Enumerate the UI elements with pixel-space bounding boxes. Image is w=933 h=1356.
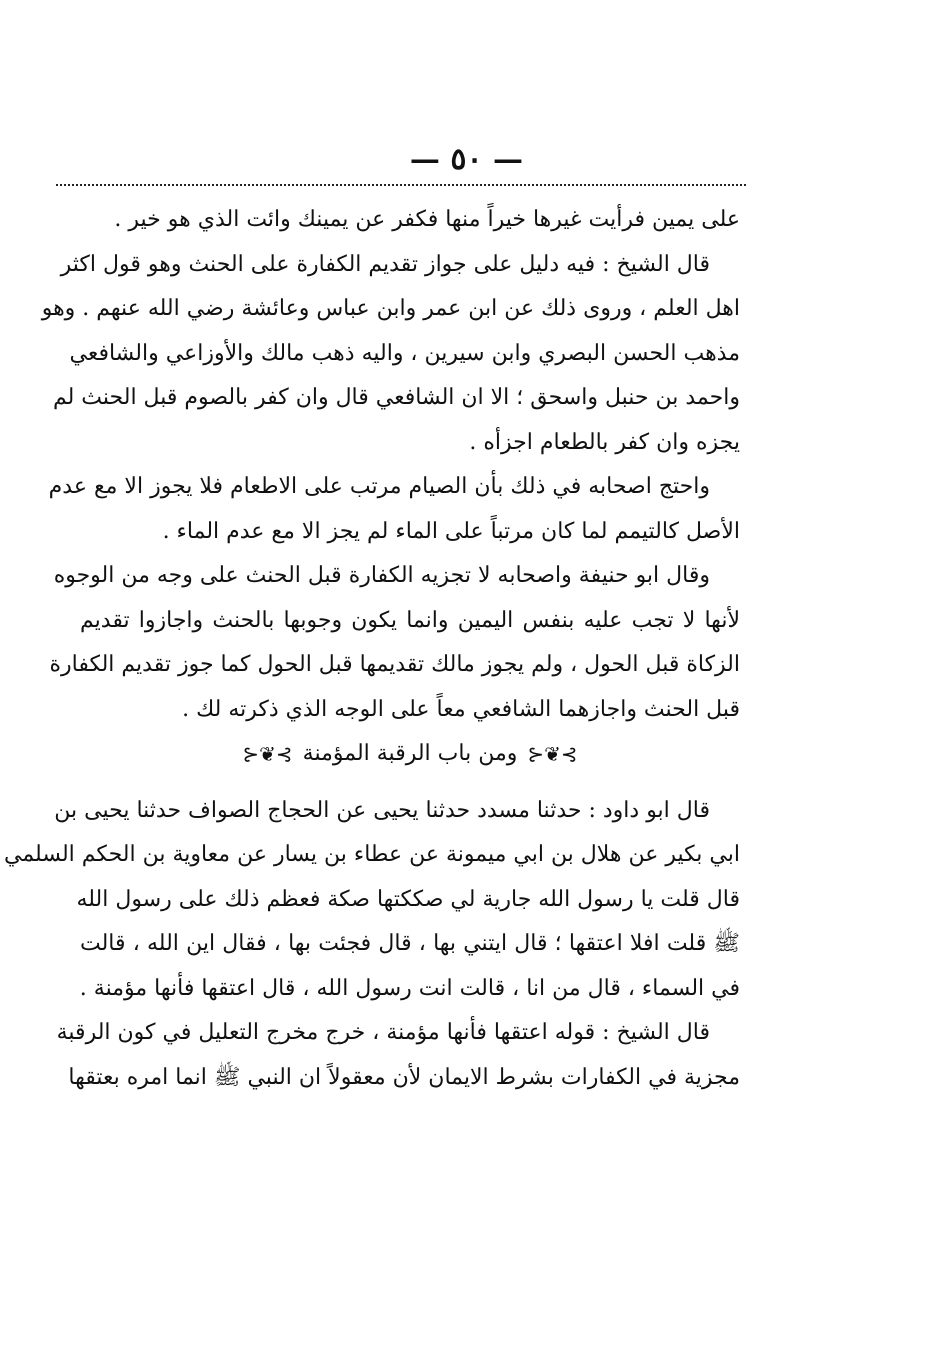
heading-spacer bbox=[80, 777, 740, 789]
text-line-18: قال الشيخ : قوله اعتقها فأنها مؤمنة ، خرج مخرج التعليل في كون الرقبة bbox=[56, 1020, 710, 1045]
text-line-17: في السماء ، قال من انا ، قالت انت رسول الله ، قال اعتقها فأنها مؤمنة . bbox=[79, 975, 740, 1001]
text-line-7: واحتج اصحابه في ذلك بأن الصيام مرتب على الاطعام فلا يجوز الا مع عدم bbox=[48, 474, 710, 499]
text-line-2: قال الشيخ : فيه دليل على جواز تقديم الكفارة على الحنث وهو قول اكثر bbox=[60, 251, 710, 277]
page-number: — ٥٠ — bbox=[409, 142, 524, 177]
section-heading bbox=[80, 732, 740, 777]
text-line-8: الأصل كالتيمم لما كان مرتباً على الماء لم يجز الا مع عدم الماء . bbox=[162, 518, 740, 544]
ornament-right-icon: ⊱❦⊰ bbox=[527, 742, 578, 766]
text-line-15: قال قلت يا رسول الله جارية لي صككتها صكة فعظم ذلك على رسول الله bbox=[76, 886, 740, 912]
text-line-19: مجزية في الكفارات بشرط الايمان لأن معقولاً ان النبي ﷺ انما امره بعتقها bbox=[68, 1064, 740, 1090]
text-line-10: لأنها لا تجب عليه بنفس اليمين وانما يكون وجوبها بالحنث واجازوا تقديم bbox=[80, 607, 740, 633]
text-line-5: واحمد بن حنبل واسحق ؛ الا ان الشافعي قال وان كفر بالصوم قبل الحنث لم bbox=[52, 385, 740, 410]
text-line-3: اهل العلم ، وروى ذلك عن ابن عمر وابن عباس وعائشة رضي الله عنهم . وهو bbox=[41, 296, 740, 321]
text-line-14: ابي بكير عن هلال بن ابي ميمونة عن عطاء بن يسار عن معاوية بن الحكم السلمي bbox=[4, 842, 740, 867]
page-body bbox=[4, 198, 740, 1100]
text-line-6: يجزه وان كفر بالطعام اجزأه . bbox=[469, 429, 740, 455]
text-line-16: ﷺ قلت افلا اعتقها ؛ قال ايتني بها ، قال فجئت بها ، فقال اين الله ، قالت bbox=[80, 931, 740, 956]
header-dotted-rule bbox=[56, 184, 746, 186]
text-line-9: وقال ابو حنيفة واصحابه لا تجزيه الكفارة قبل الحنث على وجه من الوجوه bbox=[53, 563, 710, 588]
text-line-12: قبل الحنث واجازهما الشافعي معاً على الوجه الذي ذكرته لك . bbox=[182, 696, 740, 722]
text-line-11: الزكاة قبل الحول ، ولم يجوز مالك تقديمها قبل الحول كما جوز تقديم الكفارة bbox=[49, 652, 740, 677]
text-line-1: على يمين فرأيت غيرها خيراً منها فكفر عن يمينك وائت الذي هو خير . bbox=[114, 207, 740, 232]
ornament-left-icon: ⊱❦⊰ bbox=[242, 742, 293, 766]
text-line-13: قال ابو داود : حدثنا مسدد حدثنا يحيى عن الحجاج الصواف حدثنا يحيى بن bbox=[54, 797, 710, 823]
text-line-4: مذهب الحسن البصري وابن سيرين ، واليه ذهب مالك والأوزاعي والشافعي bbox=[69, 340, 740, 366]
section-heading-text: ومن باب الرقبة المؤمنة bbox=[302, 741, 518, 766]
